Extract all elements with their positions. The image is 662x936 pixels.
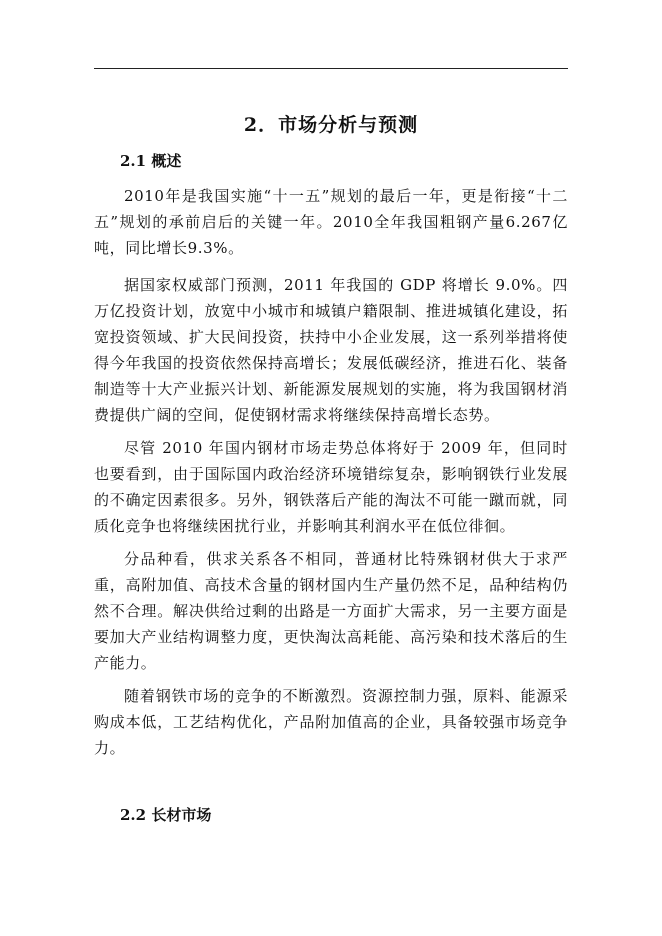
paragraph: 分品种看，供求关系各不相同，普通材比特殊钢材供大于求严重，高附加值、高技术含量的钢材国内生产量仍然不足，品种结构仍然不合理。解决供给过剩的出路是一方面扩大需求，另一主要方面是要加大产业结构调整力度，更快淘汰高耗能、高污染和技术落后的生产能力。 [94,550,568,672]
chapter-title: 2．市场分析与预测 [243,114,419,136]
paragraph: 随着钢铁市场的竞争的不断激烈。资源控制力强，原料、能源采购成本低，工艺结构优化，产品附加值高的企业，具备较强市场竞争力。 [94,687,568,757]
paragraph: 据国家权威部门预测，2011 年我国的 GDP 将增长 9.0%。四万亿投资计划，放宽中小城市和城镇户籍限制、推进城镇化建设，拓宽投资领域、扩大民间投资，扶持中小企业发展，这一系列举措将使得今年我国的投资依然保持高增长；发展低碳经济，推进石化、装备制造等十大产业振兴计划、新能源发展规划的实施，将为我国钢材消费提供广阔的空间，促使钢材需求将继续保持高增长态势。 [94,276,568,424]
section-heading-overview: 2.1 概述 [120,152,182,170]
header-rule [94,68,568,69]
section-heading-long-products: 2.2 长材市场 [120,806,212,824]
overview-body [94,183,568,761]
paragraph: 尽管 2010 年国内钢材市场走势总体将好于 2009 年，但同时也要看到，由于国际国内政治经济环境错综复杂，影响钢铁行业发展的不确定因素很多。另外，钢铁落后产能的淘汰不可能一蹴而就，同质化竞争也将继续困扰行业，并影响其利润水平在低位徘徊。 [94,439,568,535]
paragraph: 2010年是我国实施“十一五”规划的最后一年，更是衔接“十二五”规划的承前启后的关键一年。2010全年我国粗钢产量6.267亿吨，同比增长9.3%。 [94,187,568,257]
